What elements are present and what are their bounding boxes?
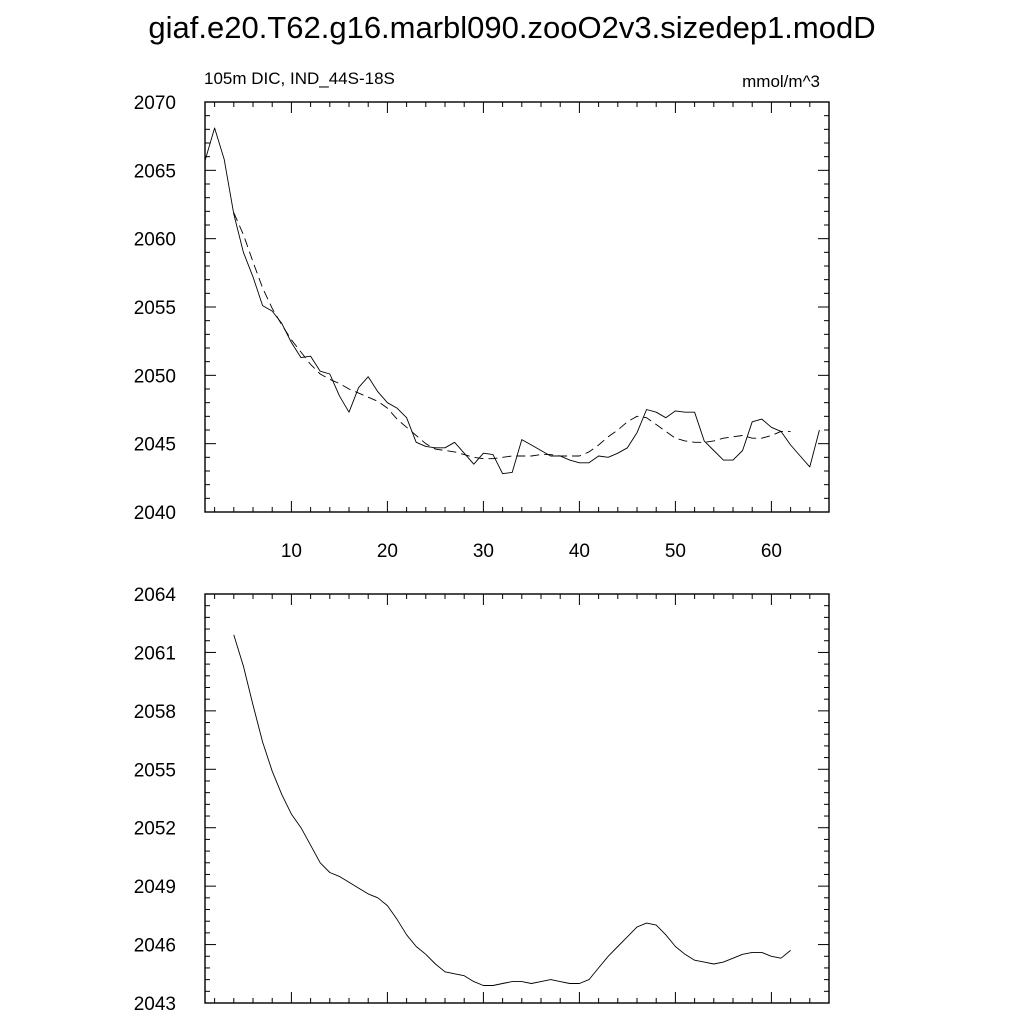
solid-series-line (234, 635, 791, 986)
x-tick-label: 10 (280, 541, 302, 562)
solid-series-line (205, 128, 819, 474)
plot-frame (205, 594, 829, 1003)
figure-title: giaf.e20.T62.g16.marbl090.zooO2v3.sizedep1.modD (148, 10, 876, 45)
x-tick-label: 30 (472, 541, 494, 562)
y-tick-label: 2043 (133, 994, 176, 1015)
y-tick-label: 2045 (133, 434, 176, 456)
x-tick-label: 60 (760, 541, 782, 562)
y-tick-label: 2058 (133, 701, 176, 723)
y-tick-label: 2052 (133, 818, 176, 840)
y-tick-label: 2064 (133, 585, 176, 606)
y-tick-label: 2070 (133, 93, 176, 114)
y-tick-label: 2061 (133, 643, 176, 665)
x-tick-label: 20 (376, 541, 398, 562)
y-tick-label: 2060 (133, 229, 176, 251)
top-panel-subtitle-left: 105m DIC, IND_44S-18S (204, 69, 395, 88)
y-tick-label: 2040 (133, 503, 176, 524)
y-tick-label: 2049 (133, 877, 176, 899)
plot-frame (205, 102, 829, 512)
y-tick-label: 2065 (133, 161, 176, 183)
x-tick-label: 50 (664, 541, 686, 562)
top-panel (134, 93, 829, 562)
y-tick-label: 2055 (133, 298, 176, 319)
top-panel-units: mmol/m^3 (742, 72, 820, 91)
x-tick-label: 40 (568, 541, 590, 562)
bottom-panel (134, 585, 829, 1015)
y-tick-label: 2046 (133, 935, 176, 957)
y-tick-label: 2055 (133, 760, 176, 782)
dashed-series-line (234, 213, 791, 459)
y-tick-label: 2050 (133, 366, 176, 388)
